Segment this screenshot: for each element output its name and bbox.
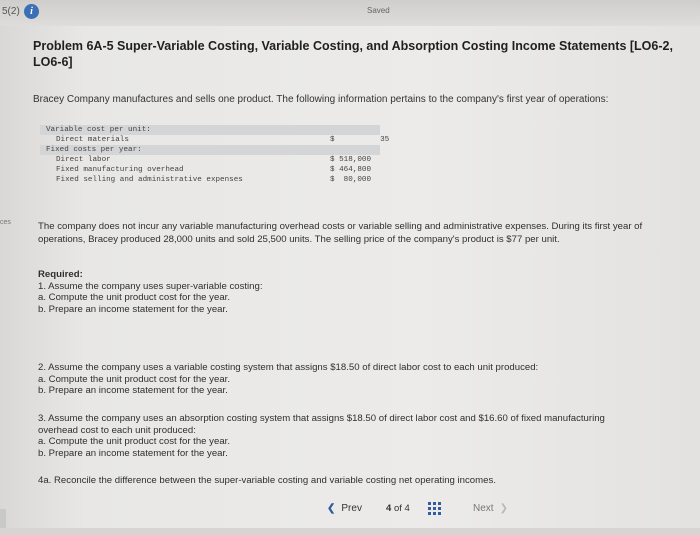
next-label: Next (473, 503, 494, 514)
prev-button[interactable] (327, 503, 362, 514)
table-row-value: $ 464,800 (330, 166, 372, 174)
top-bar (0, 0, 700, 26)
next-button[interactable] (473, 503, 508, 514)
required-section-2 (38, 362, 678, 397)
required-section-3 (38, 413, 618, 459)
info-icon[interactable]: i (24, 4, 39, 19)
page-of-label: of (393, 503, 402, 514)
required-item-3: 3. Assume the company uses an absorption costing system that assigns $18.50 of direct labor cost and $16.60 of fixed manufacturing overhead cost to each unit produced: (38, 413, 605, 436)
table-row (40, 165, 380, 175)
table-row-label: Fixed costs per year: (46, 146, 142, 154)
required-item-1: 1. Assume the company uses super-variable costing: (38, 280, 263, 292)
saved-status: Saved (367, 6, 390, 15)
side-label: ces (0, 219, 11, 226)
chevron-left-icon: ❮ (327, 503, 336, 514)
current-page: 4 (386, 503, 392, 514)
table-row-label: Variable cost per unit: (46, 126, 151, 134)
table-row-value: $ 518,000 (330, 156, 372, 164)
required-item-2a: a. Compute the unit product cost for the year. (38, 373, 230, 385)
problem-title: Problem 6A-5 Super-Variable Costing, Variable Costing, and Absorption Costing Income Statements [LO6-2, LO6-6] (33, 39, 673, 69)
table-row-label: Fixed manufacturing overhead (56, 166, 184, 174)
table-row-value: $ 80,000 (330, 176, 372, 184)
required-item-2b: b. Prepare an income statement for the year. (38, 385, 228, 396)
prev-label: Prev (341, 503, 362, 514)
table-row-label: Direct labor (56, 156, 111, 164)
required-section-1 (38, 269, 678, 315)
bottom-edge (0, 528, 700, 535)
required-item-3b: b. Prepare an income statement for the year. (38, 447, 228, 459)
grid-icon[interactable] (428, 502, 441, 515)
table-row (40, 175, 380, 185)
required-item-3a: a. Compute the unit product cost for the year. (38, 436, 230, 447)
required-section-4 (38, 475, 678, 487)
problem-paragraph: The company does not incur any variable manufacturing overhead costs or variable selling and administrative expenses. During its first year of operations, Bracey produced 28,000 units and sold 25,500 units. The selling price of the company's product is $77 per unit. (38, 221, 643, 245)
table-row (40, 125, 380, 135)
intro-text: Bracey Company manufactures and sells one product. The following information pertains to the company's first year of operations: (33, 94, 609, 105)
required-item-1a: a. Compute the unit product cost for the year. (38, 292, 230, 303)
required-heading: Required: (38, 269, 83, 280)
table-row-label: Fixed selling and administrative expenses (56, 176, 243, 184)
cost-data-table (40, 125, 390, 185)
table-row-value: $ 35 (330, 136, 390, 144)
required-item-2: 2. Assume the company uses a variable costing system that assigns $18.50 of direct labor cost to each unit produced: (38, 362, 539, 373)
chevron-right-icon: ❯ (499, 503, 508, 514)
table-row (40, 145, 380, 155)
table-row (40, 135, 390, 145)
page-indicator (386, 503, 410, 514)
table-row-label: Direct materials (56, 136, 129, 144)
score-label: 5(2) (2, 6, 20, 17)
total-pages: 4 (404, 503, 410, 514)
required-item-4a: 4a. Reconcile the difference between the super-variable costing and variable costing net operating incomes. (38, 475, 496, 486)
required-item-1b: b. Prepare an income statement for the year. (38, 303, 228, 315)
table-row (40, 155, 380, 165)
